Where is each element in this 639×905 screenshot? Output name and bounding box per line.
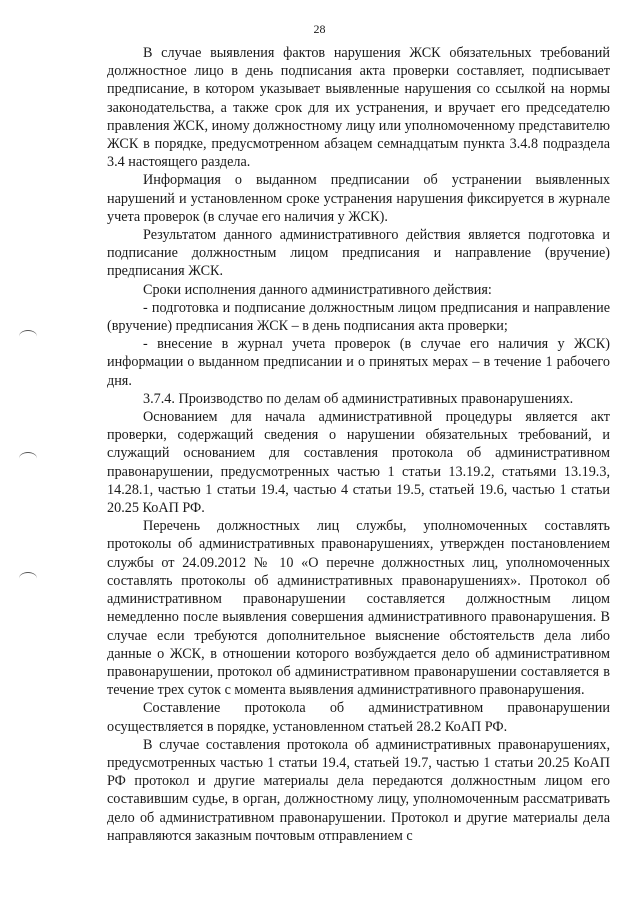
paragraph: Перечень должностных лиц службы, уполномоченных составлять протоколы об административных правонарушениях, утвержден постановлением службы от 24.09.2012 № 10 «О перечне должностных лиц, уполномоченных составлять протоколы об административных правонарушениях». Протокол об административном правонарушении составляется должностным лицом немедленно после выявления совершения административного правонарушения. В случае если требуются дополнительное выяснение обстоятельств дела либо данные о ЖСК, в отношении которого возбуждается дело об административном правонарушении, протокол об административном правонарушении составляется в течение трех суток с момента выявления административного правонарушения. <box>107 518 610 699</box>
paragraph: Результатом данного административного действия является подготовка и подписание должностным лицом предписания и направление (вручение) предписания ЖСК. <box>107 227 610 280</box>
list-item: - подготовка и подписание должностным лицом предписания и направление (вручение) предписания ЖСК – в день подписания акта проверки; <box>107 299 610 335</box>
paragraph: Составление протокола об административном правонарушении осуществляется в порядке, установленном статьей 28.2 КоАП РФ. <box>107 700 610 735</box>
list-item: - внесение в журнал учета проверок (в случае его наличия у ЖСК) информации о выданном предписании и о принятых мерах – в течение 1 рабочего дня. <box>107 336 610 389</box>
paragraph: Основанием для начала административной процедуры является акт проверки, содержащий сведения о нарушении обязательных требований, и служащий основанием для составления протокола об административном правонарушении, предусмотренных частью 1 статьи 13.19.2, статьями 13.19.3, 14.28.1, частью 1 статьи 19.4, частью 4 статьи 19.5, статьей 19.6, частью 1 статьи 20.25 КоАП РФ. <box>107 409 610 517</box>
binder-mark <box>19 452 37 465</box>
binder-mark <box>19 330 37 343</box>
paragraph: В случае выявления фактов нарушения ЖСК обязательных требований должностное лицо в день подписания акта проверки составляет, подписывает предписание, в котором указывает выявленные нарушения со ссылкой на нормы законодательства, а также срок для их устранения, и вручает его председателю правления ЖСК, иному должностному лицу или уполномоченному представителю ЖСК в порядке, предусмотренном абзацем семнадцатым пункта 3.4.8 подраздела 3.4 настоящего раздела. <box>107 45 610 171</box>
section-heading: 3.7.4. Производство по делам об административных правонарушениях. <box>143 390 574 407</box>
binder-mark <box>19 572 37 585</box>
document-body <box>107 44 610 845</box>
paragraph: В случае составления протокола об административных правонарушениях, предусмотренных частью 1 статьи 19.4, статьей 19.7, частью 1 статьи 20.25 КоАП РФ протокол и другие материалы дела передаются должностным лицом его составившим судье, в орган, должностному лицу, уполномоченным рассматривать дело об административном правонарушении. Протокол и другие материалы дела направляются заказным почтовым отправлением с <box>107 736 610 844</box>
page-number: 28 <box>313 22 326 36</box>
paragraph: Сроки исполнения данного административного действия: <box>143 281 492 298</box>
paragraph: Информация о выданном предписании об устранении выявленных нарушений и установленном сроке устранения нарушения фиксируется в журнале учета проверок (в случае его наличия у ЖСК). <box>107 172 610 225</box>
